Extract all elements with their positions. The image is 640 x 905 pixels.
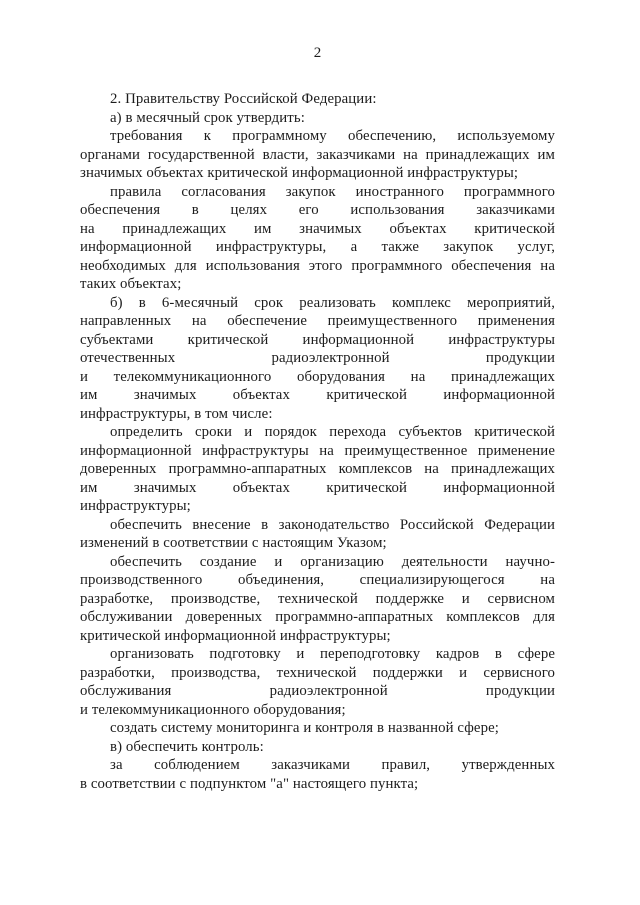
paragraph xyxy=(80,645,555,719)
text-line: и телекоммуникационного оборудования на принадлежащих xyxy=(80,368,555,385)
paragraph xyxy=(80,183,555,294)
text-line: обслуживании доверенных программно-аппаратных комплексов для xyxy=(80,609,555,625)
text-line: в) обеспечить контроль: xyxy=(110,738,264,755)
text-line: производственного объединения, специализирующегося на xyxy=(80,572,555,588)
text-line: доверенных программно-аппаратных комплексов на принадлежащих xyxy=(80,461,555,477)
paragraph xyxy=(80,738,555,757)
paragraph xyxy=(80,294,555,424)
text-line: правила согласования закупок иностранного программного xyxy=(110,183,555,200)
text-line: изменений в соответствии с настоящим Указом; xyxy=(80,535,387,551)
text-line: критической информационной инфраструктуры; xyxy=(80,627,391,644)
text-line: направленных на обеспечение преимущественного применения xyxy=(80,313,555,329)
page-number: 2 xyxy=(313,45,322,61)
text-line: им значимых объектах критической информационной xyxy=(80,387,555,403)
text-line: организовать подготовку и переподготовку кадров в сфере xyxy=(110,646,555,662)
text-line: за соблюдением заказчиками правил, утвержденных xyxy=(110,757,555,773)
paragraph xyxy=(80,719,555,738)
text-line: им значимых объектах критической информационной xyxy=(80,479,555,496)
text-line: органами государственной власти, заказчиками на принадлежащих им xyxy=(80,146,555,163)
paragraph xyxy=(80,423,555,516)
text-line: обслуживания радиоэлектронной продукции xyxy=(80,683,555,699)
text-line: обеспечить создание и организацию деятельности научно- xyxy=(110,553,555,570)
text-line: определить сроки и порядок перехода субъектов критической xyxy=(110,424,555,440)
paragraph xyxy=(80,756,555,793)
text-line: создать систему мониторинга и контроля в названной сфере; xyxy=(110,720,499,736)
text-line: необходимых для использования этого программного обеспечения на xyxy=(80,257,555,274)
text-line: на принадлежащих им значимых объектах критической xyxy=(80,220,555,237)
text-line: отечественных радиоэлектронной продукции xyxy=(80,350,555,366)
text-line: информационной инфраструктуры, а также закупок услуг, xyxy=(80,239,555,255)
document-body xyxy=(80,90,555,793)
paragraph xyxy=(80,516,555,553)
text-line: разработке, производстве, технической поддержке и сервисном xyxy=(80,590,555,607)
text-line: требования к программному обеспечению, используемому xyxy=(110,128,555,144)
text-line: инфраструктуры; xyxy=(80,498,191,514)
text-line: информационной инфраструктуры на преимущественное применение xyxy=(80,442,555,459)
text-line: а) в месячный срок утвердить: xyxy=(110,109,305,126)
text-line: обеспечить внесение в законодательство Российской Федерации xyxy=(110,516,555,533)
text-line: обеспечения в целях его использования заказчиками xyxy=(80,202,555,218)
text-line: инфраструктуры, в том числе: xyxy=(80,405,273,422)
text-line: субъектами критической информационной инфраструктуры xyxy=(80,331,555,348)
text-line: б) в 6-месячный срок реализовать комплекс мероприятий, xyxy=(110,294,555,311)
text-line: и телекоммуникационного оборудования; xyxy=(80,701,346,718)
paragraph xyxy=(80,127,555,183)
paragraph xyxy=(80,109,555,128)
text-line: таких объектах; xyxy=(80,276,182,292)
text-line: значимых объектах критической информационной инфраструктуры; xyxy=(80,165,519,181)
paragraph xyxy=(80,90,555,109)
paragraph xyxy=(80,553,555,646)
text-line: разработки, производства, технической поддержки и сервисного xyxy=(80,664,555,681)
text-line: в соответствии с подпунктом "а" настоящего пункта; xyxy=(80,775,419,792)
text-line: 2. Правительству Российской Федерации: xyxy=(110,91,377,107)
